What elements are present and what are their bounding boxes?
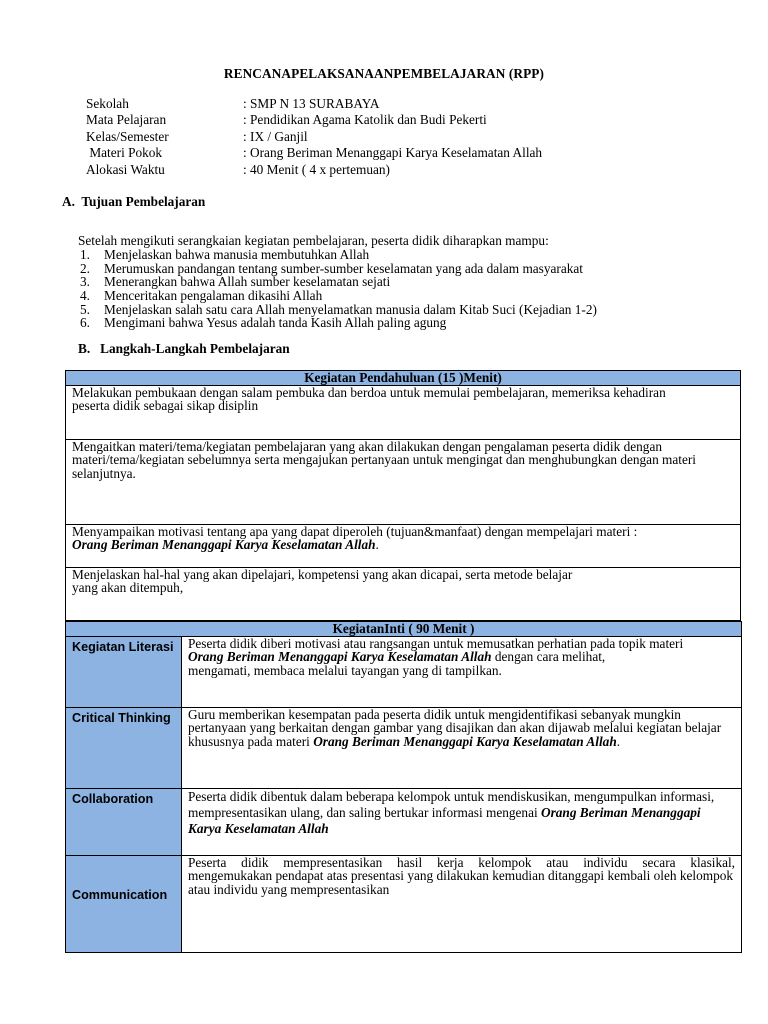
row-text <box>188 789 735 837</box>
meta-label: Alokasi Waktu <box>86 161 165 177</box>
objective-item <box>80 275 597 289</box>
row-text: yang akan ditempuh, <box>72 580 184 596</box>
content-collaboration <box>182 789 742 856</box>
objective-number: 2. <box>80 260 90 276</box>
label-literasi: Kegiatan Literasi <box>66 637 182 708</box>
row-text: Mengaitkan materi/tema/kegiatan pembelajaran yang akan dilakukan dengan pengalaman peserta didik dengan <box>72 439 662 454</box>
row-text-end: . <box>375 537 379 553</box>
topic-italic: Orang Beriman Menanggapi Karya Keselamatan Allah <box>313 733 617 749</box>
inti-header: KegiatanInti ( 90 Menit ) <box>66 622 742 637</box>
section-b-heading: B. Langkah-Langkah Pembelajaran <box>78 341 290 356</box>
row-text: Guru memberikan kesempatan pada peserta didik untuk mengidentifikasi sebanyak mungkin <box>188 707 681 722</box>
row-text: Melakukan pembukaan dengan salam pembuka dan berdoa untuk memulai pembelajaran, memeriksa kehadiran <box>72 385 666 400</box>
meta-value: : Pendidikan Agama Katolik dan Budi Pekerti <box>243 112 487 128</box>
topic-italic: Orang Beriman Menanggapi Karya Keselamatan Allah <box>72 537 376 553</box>
objective-number: 4. <box>80 288 90 304</box>
meta-row-kelas-semester <box>86 129 542 145</box>
row-text: materi/tema/kegiatan sebelumnya serta mengajukan pertanyaan untuk mengingat dan menghubungkan dengan materi selanjutnya. <box>72 452 696 481</box>
topic-italic: Orang Beriman Menanggapi Karya Keselamatan Allah <box>188 805 701 836</box>
objective-number: 1. <box>80 247 90 262</box>
meta-label: Sekolah <box>86 96 129 111</box>
objective-item <box>80 303 597 317</box>
pendahuluan-row-motivasi <box>66 525 741 568</box>
meta-value: : IX / Ganjil <box>243 128 308 144</box>
meta-row-alokasi-waktu <box>86 162 542 178</box>
meta-value: : 40 Menit ( 4 x pertemuan) <box>243 161 390 177</box>
objectives-list <box>80 248 597 330</box>
meta-label: Materi Pokok <box>86 145 163 161</box>
content-communication <box>182 856 742 953</box>
document-title: RENCANAPELAKSANAANPEMBELAJARAN (RPP) <box>223 66 545 81</box>
pendahuluan-row-opening <box>66 386 741 440</box>
meta-row-mata-pelajaran <box>86 112 542 128</box>
inti-table <box>65 621 742 953</box>
objective-text: Menjelaskan bahwa manusia membutuhkan Allah <box>104 247 370 262</box>
objective-number: 6. <box>80 315 90 331</box>
row-text-end: dengan cara melihat, <box>491 649 606 665</box>
content-critical-thinking <box>182 708 742 789</box>
row-text: mengamati, membaca melalui tayangan yang di tampilkan. <box>188 662 502 678</box>
meta-row-materi-pokok <box>86 145 542 161</box>
row-text: Peserta didik diberi motivasi atau rangsangan untuk memusatkan perhatian pada topik materi <box>188 636 684 651</box>
row-text-part: Peserta didik dibentuk dalam beberapa kelompok untuk mendiskusikan, mengumpulkan informasi, mempresentasikan ulang, dan saling bertukar informasi mengenai <box>188 789 715 820</box>
pendahuluan-row-apersepsi <box>66 440 741 525</box>
meta-label: Kelas/Semester <box>86 128 169 144</box>
row-text <box>72 538 734 551</box>
objective-text: Menceritakan pengalaman dikasihi Allah <box>104 288 323 304</box>
pendahuluan-header: Kegiatan Pendahuluan (15 )Menit) <box>66 371 741 386</box>
pendahuluan-row-tujuan <box>66 568 741 621</box>
objective-number: 3. <box>80 274 90 290</box>
row-text: Menyampaikan motivasi tentang apa yang dapat diperoleh (tujuan&manfaat) dengan mempelajari materi : <box>72 524 638 539</box>
objective-text: Menjelaskan salah satu cara Allah menyelamatkan manusia dalam Kitab Suci (Kejadian 1-2) <box>104 301 597 317</box>
row-text: Peserta didik mempresentasikan hasil kerja kelompok atau individu secara klasikal, <box>188 855 736 870</box>
objective-number: 5. <box>80 301 90 317</box>
row-text-end: . <box>616 733 621 749</box>
objective-text: Merumuskan pandangan tentang sumber-sumber keselamatan yang ada dalam masyarakat <box>104 260 583 276</box>
pendahuluan-table <box>65 370 741 621</box>
row-text <box>188 650 735 663</box>
row-text: mengemukakan pendapat atas presentasi yang dilakukan kemudian ditanggapi kembali oleh kelompok atau individu yang mempresentasikan <box>188 868 734 897</box>
section-a-heading: A. Tujuan Pembelajaran <box>62 194 206 209</box>
meta-value: : Orang Beriman Menanggapi Karya Keselamatan Allah <box>243 145 543 161</box>
meta-label: Mata Pelajaran <box>86 112 167 128</box>
row-text-part: pertanyaan yang berkaitan dengan gambar yang disajikan dan akan dijawab melalui kegiatan belajar khususnya pada materi <box>188 720 722 749</box>
objective-item <box>80 262 597 276</box>
identity-block <box>86 96 542 178</box>
label-critical-thinking: Critical Thinking <box>66 708 182 789</box>
label-communication: Communication <box>66 856 182 953</box>
meta-value: : SMP N 13 SURABAYA <box>243 96 380 111</box>
objectives-intro: Setelah mengikuti serangkaian kegiatan pembelajaran, peserta didik diharapkan mampu: <box>78 233 549 248</box>
objective-item <box>80 248 597 262</box>
objective-item <box>80 289 597 303</box>
objective-item <box>80 316 597 330</box>
row-text: peserta didik sebagai sikap disiplin <box>72 398 259 414</box>
label-collaboration: Collaboration <box>66 789 182 856</box>
objective-text: Mengimani bahwa Yesus adalah tanda Kasih Allah paling agung <box>104 315 447 331</box>
topic-italic: Orang Beriman Menanggapi Karya Keselamatan Allah <box>188 649 492 665</box>
content-literasi <box>182 637 742 708</box>
row-text: Menjelaskan hal-hal yang akan dipelajari, kompetensi yang akan dicapai, serta metode belajar <box>72 567 573 582</box>
row-text <box>188 721 735 748</box>
objective-text: Menerangkan bahwa Allah sumber keselamatan sejati <box>104 274 391 290</box>
meta-row-sekolah <box>86 96 542 112</box>
